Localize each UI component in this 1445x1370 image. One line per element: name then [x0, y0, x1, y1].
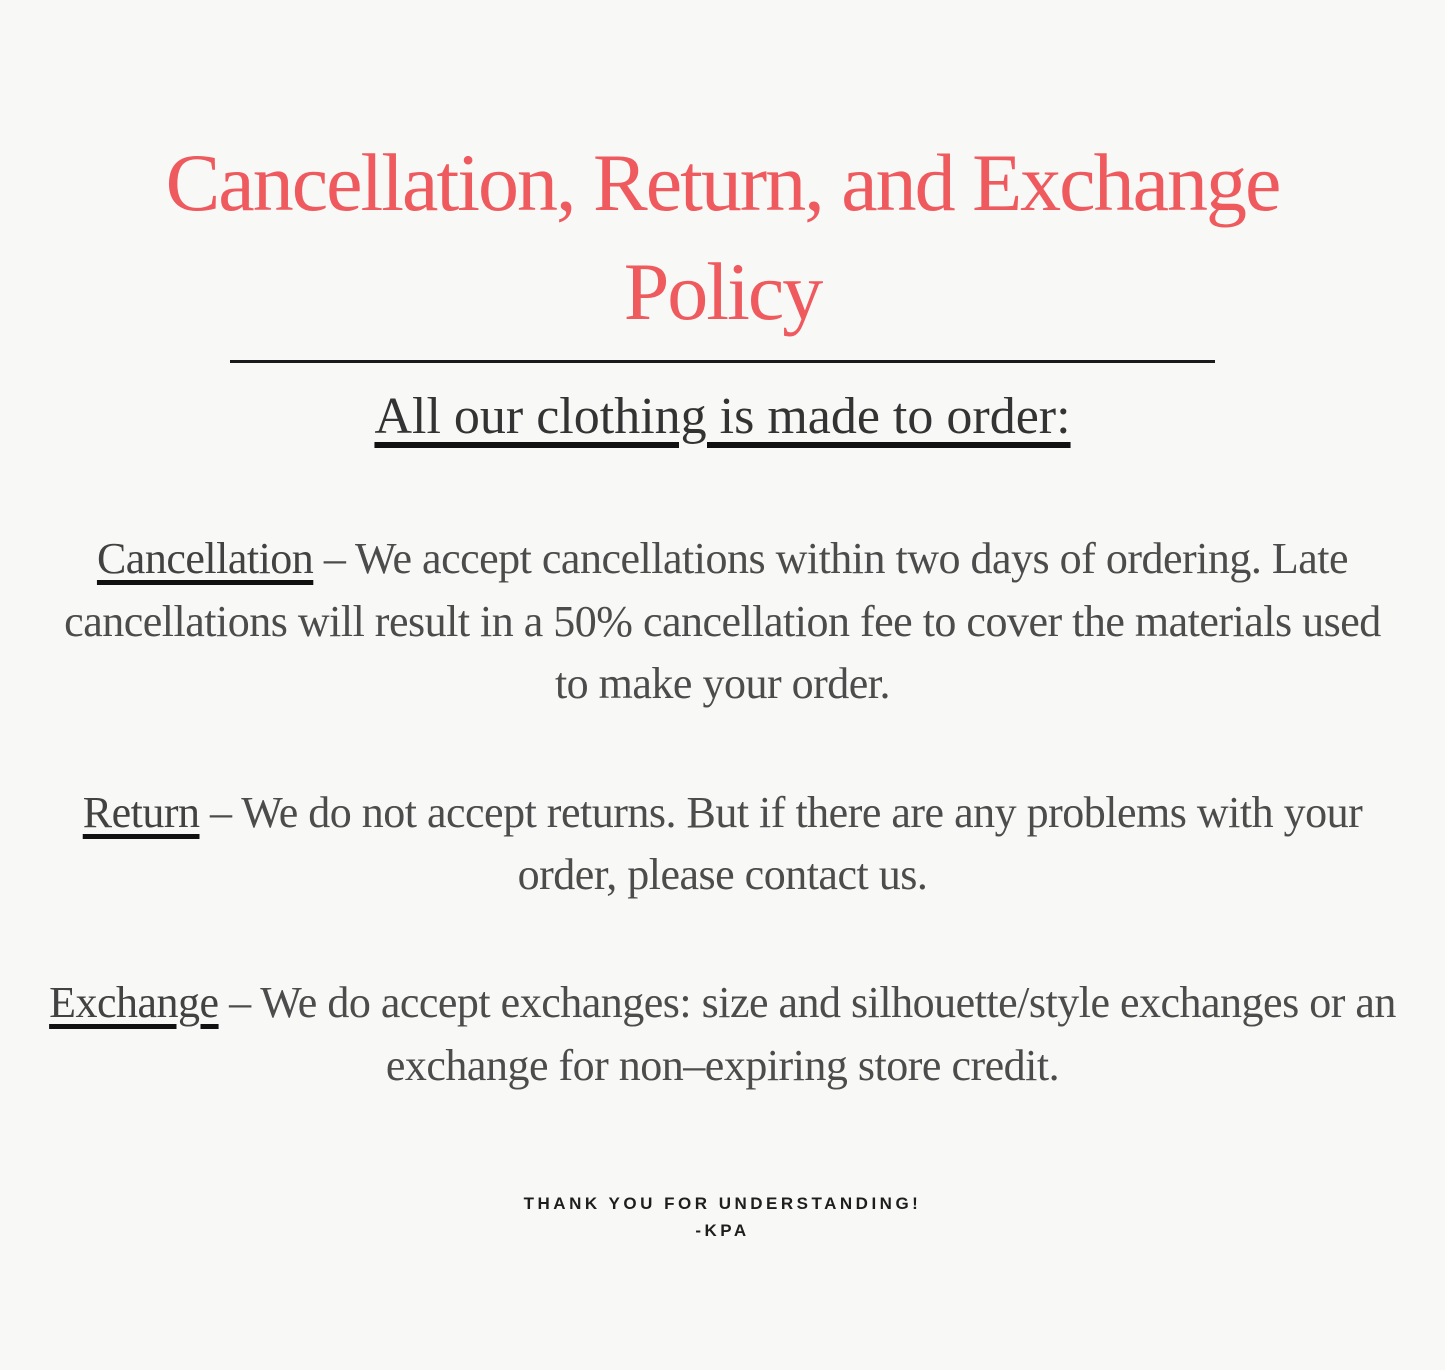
footer-thanks: THANK YOU FOR UNDERSTANDING!: [523, 1194, 922, 1214]
exchange-term: Exchange: [49, 978, 219, 1028]
policy-sections: [43, 528, 1403, 1163]
cancellation-term: Cancellation: [96, 534, 314, 584]
cancellation-body: – We accept cancellations within two days of ordering. Late cancellations will result in a 50% cancellation fee to cover the materials used to make your order.: [64, 534, 1381, 709]
title-divider: [230, 360, 1215, 363]
return-term: Return: [82, 787, 200, 837]
exchange-section: [43, 972, 1403, 1097]
footer: [524, 1191, 922, 1244]
page-title-line2: Policy: [623, 246, 822, 338]
made-to-order-subtitle: All our clothing is made to order:: [374, 388, 1071, 446]
exchange-body: – We do accept exchanges: size and silhouette/style exchanges or an exchange for non–expiring store credit.: [229, 978, 1396, 1090]
return-body: – We do not accept returns. But if there are any problems with your order, please contact us.: [210, 787, 1363, 899]
page-title: [93, 128, 1353, 346]
footer-signature: -KPA: [695, 1220, 750, 1240]
return-section: [43, 782, 1403, 907]
cancellation-section: [43, 528, 1403, 715]
page-title-line1: Cancellation, Return, and Exchange: [165, 137, 1280, 228]
